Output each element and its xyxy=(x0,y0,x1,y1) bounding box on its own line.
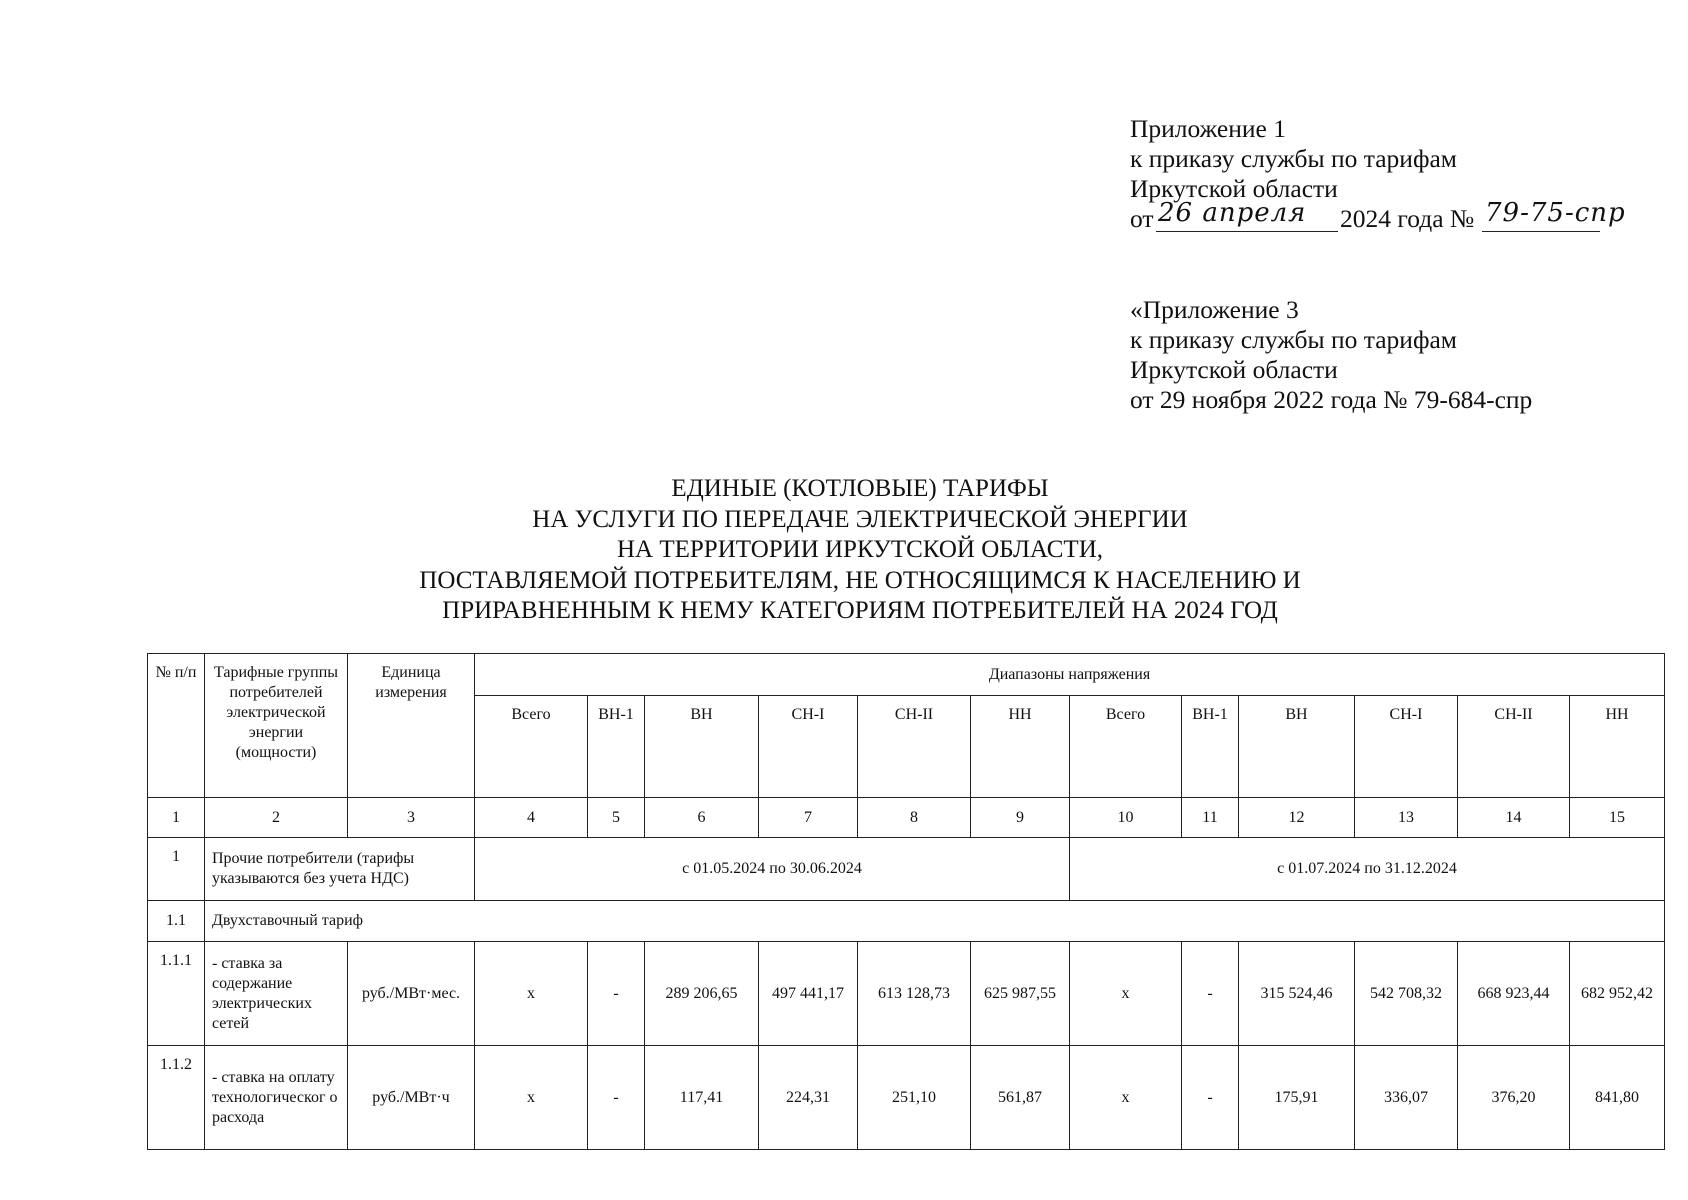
column-number: 1 xyxy=(148,798,205,838)
header-unit: Единица измерения xyxy=(348,654,475,798)
title-line-3: НА ТЕРРИТОРИИ ИРКУТСКОЙ ОБЛАСТИ, xyxy=(616,536,1103,563)
table-cell: 175,91 xyxy=(1239,1046,1355,1150)
table-row-technological-loss-rate xyxy=(148,1046,1665,1150)
column-number: 6 xyxy=(645,798,759,838)
appendix-3-date-line: от 29 ноября 2022 года № 79-684-спр xyxy=(1130,385,1533,414)
table-cell: 841,80 xyxy=(1570,1046,1665,1150)
appendix-3-region-line: Иркутской области xyxy=(1130,355,1338,384)
appendix-3-order-line: к приказу службы по тарифам xyxy=(1130,325,1457,354)
header-voltage-col: НН xyxy=(1570,696,1665,798)
row-name: Двухставочный тариф xyxy=(205,901,1665,942)
period-first-half: с 01.05.2024 по 30.06.2024 xyxy=(475,838,1070,901)
header-num: № п/п xyxy=(148,654,205,798)
column-numbers-row xyxy=(148,798,1665,838)
row-name: - ставка за содержание электрических сетей xyxy=(205,942,348,1046)
table-header-row-1 xyxy=(148,654,1665,696)
table-cell: - xyxy=(1182,1046,1239,1150)
table-cell: 224,31 xyxy=(759,1046,858,1150)
period-second-half: с 01.07.2024 по 31.12.2024 xyxy=(1070,838,1665,901)
header-voltage-col: ВН-1 xyxy=(1182,696,1239,798)
table-cell: 376,20 xyxy=(1458,1046,1570,1150)
table-cell: 336,07 xyxy=(1355,1046,1458,1150)
column-number: 10 xyxy=(1070,798,1182,838)
row-number: 1.1.1 xyxy=(148,942,205,1046)
title-line-1: ЕДИНЫЕ (КОТЛОВЫЕ) ТАРИФЫ xyxy=(671,475,1049,502)
header-voltage-col: ВН xyxy=(645,696,759,798)
table-row-network-maintenance-rate xyxy=(148,942,1665,1046)
column-number: 9 xyxy=(971,798,1070,838)
table-cell: 117,41 xyxy=(645,1046,759,1150)
appendix-1-date-line xyxy=(1130,198,1626,234)
table-cell: - xyxy=(588,942,645,1046)
row-unit: руб./МВт·ч xyxy=(348,1046,475,1150)
number-underline xyxy=(1482,231,1600,232)
table-cell: 251,10 xyxy=(858,1046,971,1150)
table-cell: 613 128,73 xyxy=(858,942,971,1046)
header-voltage-col: СН-I xyxy=(759,696,858,798)
document-title xyxy=(0,474,1688,627)
handwritten-number: 79-75-спр xyxy=(1485,198,1626,228)
column-number: 4 xyxy=(475,798,588,838)
title-line-2: НА УСЛУГИ ПО ПЕРЕДАЧЕ ЭЛЕКТРИЧЕСКОЙ ЭНЕРГИИ xyxy=(532,505,1188,533)
table-row-two-rate-tariff xyxy=(148,901,1665,942)
title-line-4: ПОСТАВЛЯЕМОЙ ПОТРЕБИТЕЛЯМ, НЕ ОТНОСЯЩИМСЯ К НАСЕЛЕНИЮ И xyxy=(419,566,1301,594)
header-voltage-col: СН-II xyxy=(1458,696,1570,798)
table-cell: - xyxy=(588,1046,645,1150)
header-voltage-ranges: Диапазоны напряжения xyxy=(475,654,1665,696)
row-number: 1.1 xyxy=(148,901,205,942)
appendix-3-header xyxy=(1130,295,1532,415)
column-number: 15 xyxy=(1570,798,1665,838)
table-row-other-consumers xyxy=(148,838,1665,901)
table-cell: 542 708,32 xyxy=(1355,942,1458,1046)
table-cell: 315 524,46 xyxy=(1239,942,1355,1046)
row-number: 1 xyxy=(148,838,205,901)
appendix-1-region-line: Иркутской области xyxy=(1130,174,1338,203)
table-cell: - xyxy=(1182,942,1239,1046)
row-name: Прочие потребители (тарифы указываются без учета НДС) xyxy=(205,838,475,901)
date-prefix: от xyxy=(1130,204,1154,233)
header-voltage-col: Всего xyxy=(1070,696,1182,798)
row-number: 1.1.2 xyxy=(148,1046,205,1150)
title-line-5: ПРИРАВНЕННЫМ К НЕМУ КАТЕГОРИЯМ ПОТРЕБИТЕЛЕЙ НА 2024 ГОД xyxy=(442,597,1278,624)
table-cell: х xyxy=(1070,942,1182,1046)
column-number: 2 xyxy=(205,798,348,838)
appendix-1-order-line: к приказу службы по тарифам xyxy=(1130,144,1457,173)
header-voltage-col: СН-I xyxy=(1355,696,1458,798)
column-number: 12 xyxy=(1239,798,1355,838)
column-number: 3 xyxy=(348,798,475,838)
table-cell: 497 441,17 xyxy=(759,942,858,1046)
row-unit: руб./МВт·мес. xyxy=(348,942,475,1046)
table-cell: 682 952,42 xyxy=(1570,942,1665,1046)
header-voltage-col: Всего xyxy=(475,696,588,798)
header-voltage-col: СН-II xyxy=(858,696,971,798)
column-number: 8 xyxy=(858,798,971,838)
header-voltage-col: НН xyxy=(971,696,1070,798)
table-cell: х xyxy=(1070,1046,1182,1150)
column-number: 11 xyxy=(1182,798,1239,838)
column-number: 13 xyxy=(1355,798,1458,838)
handwritten-date: 26 апреля xyxy=(1158,198,1307,228)
table-cell: х xyxy=(475,1046,588,1150)
year-text: 2024 года № xyxy=(1340,204,1475,233)
header-voltage-col: ВН-1 xyxy=(588,696,645,798)
table-cell: х xyxy=(475,942,588,1046)
column-number: 14 xyxy=(1458,798,1570,838)
header-voltage-col: ВН xyxy=(1239,696,1355,798)
column-number: 5 xyxy=(588,798,645,838)
appendix-1-title: Приложение 1 xyxy=(1130,114,1286,143)
date-underline xyxy=(1156,231,1338,232)
header-groups: Тарифные группы потребителей электрической энергии (мощности) xyxy=(205,654,348,798)
appendix-1-header xyxy=(1130,114,1626,234)
column-number: 7 xyxy=(759,798,858,838)
table-cell: 289 206,65 xyxy=(645,942,759,1046)
table-cell: 561,87 xyxy=(971,1046,1070,1150)
tariff-table xyxy=(147,653,1665,1150)
row-name: - ставка на оплату технологическог о расхода xyxy=(205,1046,348,1150)
appendix-3-title: «Приложение 3 xyxy=(1130,295,1299,324)
table-cell: 625 987,55 xyxy=(971,942,1070,1046)
table-cell: 668 923,44 xyxy=(1458,942,1570,1046)
